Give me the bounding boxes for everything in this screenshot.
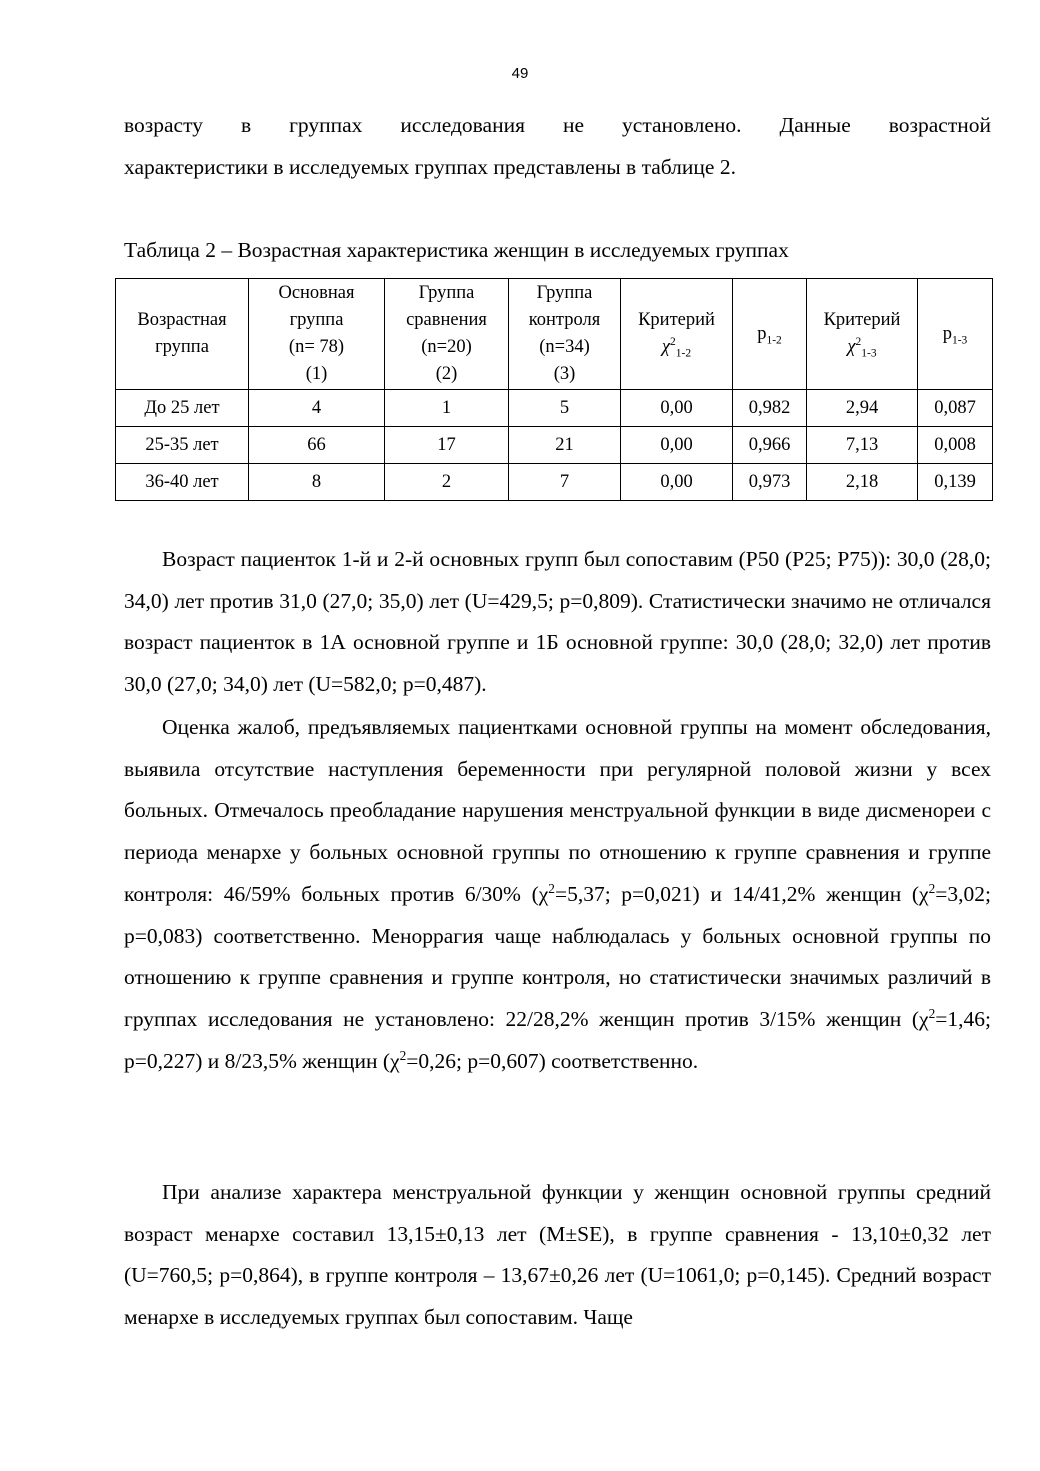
- cell-control: 21: [509, 427, 621, 464]
- cell-p-1-2: 0,973: [733, 464, 807, 501]
- page-number: 49: [511, 65, 529, 82]
- cell-chi-1-2: 0,00: [621, 464, 733, 501]
- cell-control: 7: [509, 464, 621, 501]
- table-row: [116, 464, 993, 501]
- cell-comparison: 2: [385, 464, 509, 501]
- intro-line-2: характеристики в исследуемых группах представлены в таблице 2.: [124, 155, 736, 179]
- header-control-group: Группа контроля (n=34) (3): [509, 279, 621, 390]
- cell-p-1-3: 0,139: [918, 464, 993, 501]
- header-age-group: Возрастная группа: [116, 279, 249, 390]
- table-caption: Таблица 2 – Возрастная характеристика женщин в исследуемых группах: [124, 238, 789, 262]
- cell-comparison: 17: [385, 427, 509, 464]
- paragraph-age-comparison: Возраст пациенток 1-й и 2-й основных групп был сопоставим (Р50 (Р25; Р75)): 30,0 (28,0; 34,0) лет против 31,0 (27,0; 35,0) лет (U=429,5; p=0,809). Статистически значимо не отличался возраст пациенток в 1А основной группе и 1Б основной группе: 30,0 (28,0; 32,0) лет против 30,0 (27,0; 34,0) лет (U=582,0; p=0,487).: [124, 547, 991, 697]
- cell-p-1-3: 0,008: [918, 427, 993, 464]
- cell-control: 5: [509, 390, 621, 427]
- header-main-group: Основная группа (n= 78) (1): [249, 279, 385, 390]
- intro-line-1: возрасту в группах исследования не установлено. Данные возрастной: [124, 113, 991, 137]
- cell-p-1-3: 0,087: [918, 390, 993, 427]
- cell-p-1-2: 0,966: [733, 427, 807, 464]
- header-criterion-1-3: Критерий $\chi^2_{1-3}$: [807, 279, 918, 390]
- cell-main: 8: [249, 464, 385, 501]
- cell-age: 25-35 лет: [116, 427, 249, 464]
- cell-chi-1-3: 2,94: [807, 390, 918, 427]
- cell-chi-1-2: 0,00: [621, 427, 733, 464]
- header-criterion-1-2: Критерий $\chi^2_{1-2}$: [621, 279, 733, 390]
- cell-chi-1-2: 0,00: [621, 390, 733, 427]
- paragraph-menarche: При анализе характера менструальной функции у женщин основной группы средний возраст менархе составил 13,15±0,13 лет (M±SE), в группе сравнения - 13,10±0,32 лет (U=760,5; p=0,864), в группе контроля – 13,67±0,26 лет (U=1061,0; p=0,145). Средний возраст менархе в исследуемых группах был сопоставим. Чаще: [124, 1180, 991, 1330]
- paragraph-complaints: Оценка жалоб, предъявляемых пациентками основной группы на момент обследования, выявила отсутствие наступления беременности при регулярной половой жизни у всех больных. Отмечалось преобладание нарушения менструальной функции в виде дисменореи с периода менархе у больных основной группы по отношению к группе сравнения и группе контроля: 46/59% больных против 6/30% ($\chi^2=5,37$; p=0,021) и 14/41,2% женщин ($\chi^2=3,02$; p=0,083) соответственно. Меноррагия чаще наблюдалась у больных основной группы по отношению к группе сравнения и группе контроля, но статистически значимых различий в группах исследования не установлено: 22/28,2% женщин против 3/15% женщин ($\chi^2=1,46$; p=0,227) и 8/23,5% женщин ($\chi^2=0,26$; p=0,607) соответственно.: [124, 715, 991, 1073]
- cell-chi-1-3: 2,18: [807, 464, 918, 501]
- cell-p-1-2: 0,982: [733, 390, 807, 427]
- cell-age: До 25 лет: [116, 390, 249, 427]
- header-p-1-3: $p_{1-3}$: [918, 279, 993, 390]
- table-row: [116, 427, 993, 464]
- table-header-row: [116, 279, 993, 390]
- cell-comparison: 1: [385, 390, 509, 427]
- header-p-1-2: $p_{1-2}$: [733, 279, 807, 390]
- header-comparison-group: Группа сравнения (n=20) (2): [385, 279, 509, 390]
- cell-main: 66: [249, 427, 385, 464]
- cell-age: 36-40 лет: [116, 464, 249, 501]
- age-table: [115, 278, 993, 501]
- cell-main: 4: [249, 390, 385, 427]
- cell-chi-1-3: 7,13: [807, 427, 918, 464]
- table-row: [116, 390, 993, 427]
